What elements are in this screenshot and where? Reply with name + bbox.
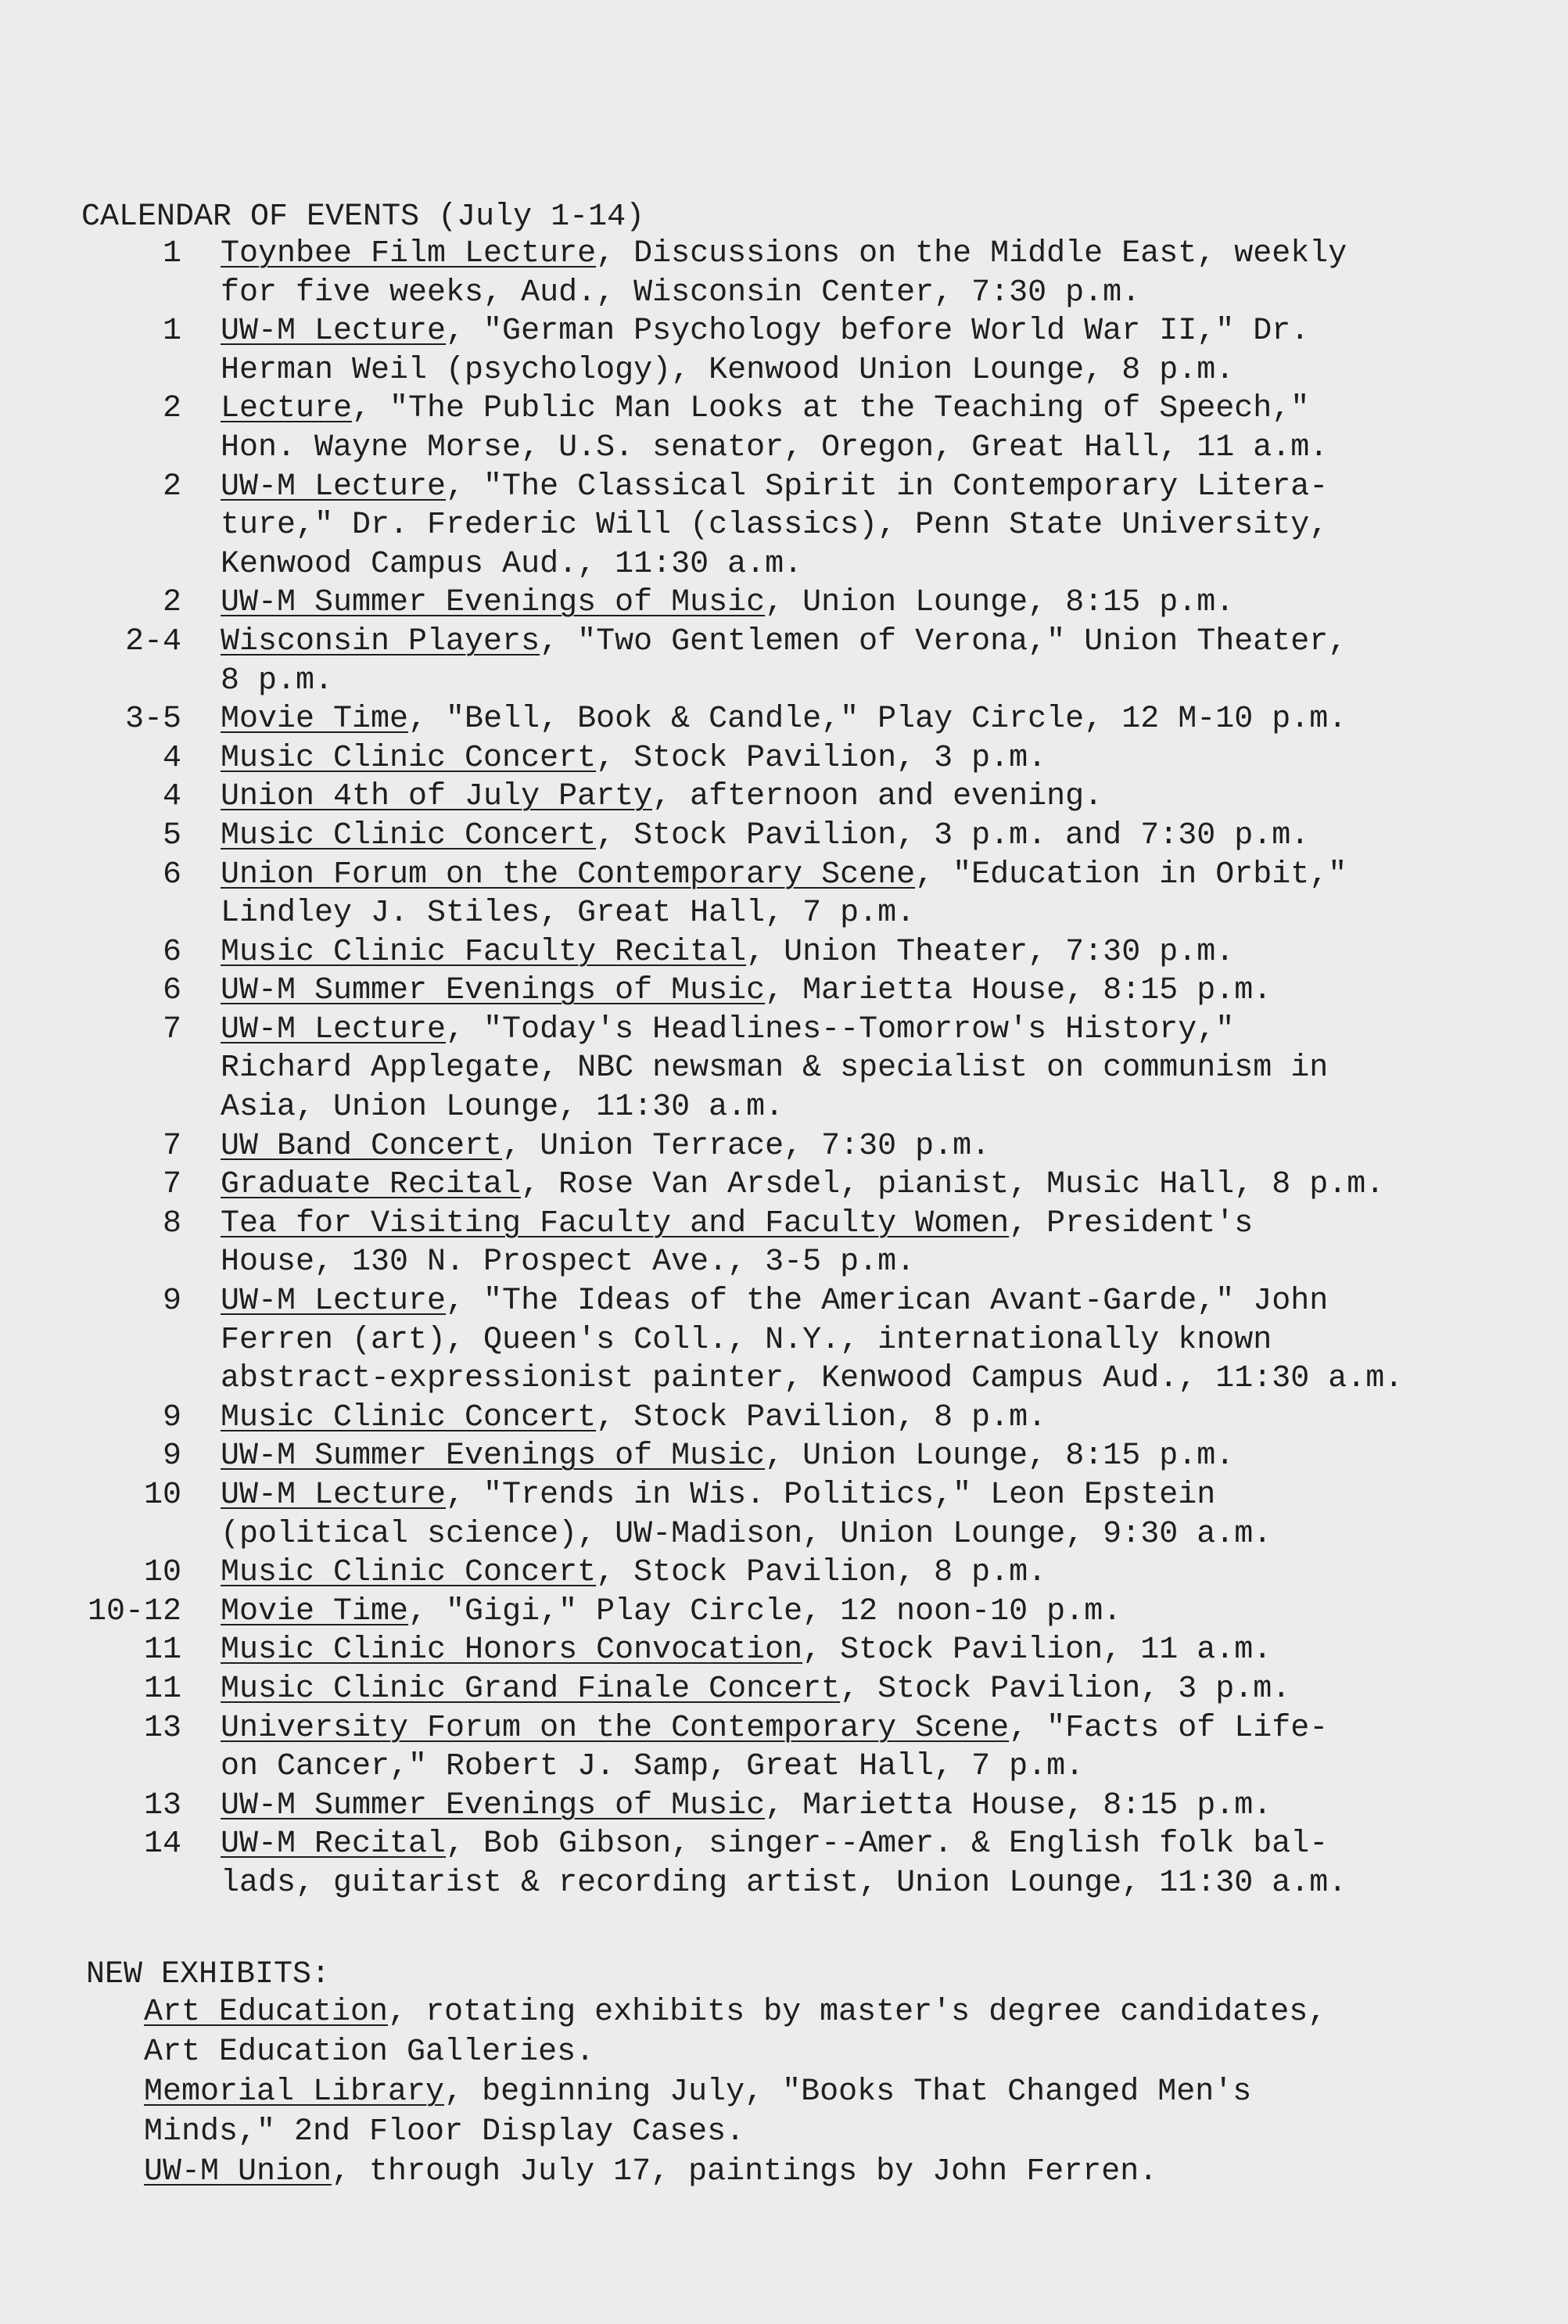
event-item [0,1670,1568,1709]
calendar-title: CALENDAR OF EVENTS (July 1-14) [81,199,645,235]
event-date: 2 [162,391,181,427]
event-detail: , Stock Pavilion, 3 p.m. [596,740,1047,776]
event-item [0,817,1568,856]
event-date: 13 [143,1710,181,1746]
event-title: Music Clinic Concert [221,817,597,853]
event-title: Music Clinic Grand Finale Concert [221,1671,841,1707]
event-detail: Lindley J. Stiles, Great Hall, 7 p.m. [221,896,916,932]
event-date: 11 [143,1633,181,1668]
event-description [221,468,1425,584]
event-title: Graduate Recital [221,1167,522,1203]
event-title: Toynbee Film Lecture [221,236,597,271]
event-description [221,817,1425,856]
event-description [221,1282,1425,1399]
event-detail: lads, guitarist & recording artist, Union Lounge, 11:30 a.m. [221,1865,1347,1901]
event-title: Wisconsin Players [221,623,540,659]
event-description [221,1166,1425,1205]
event-date: 4 [162,740,181,776]
event-detail: , "The Public Man Looks at the Teaching of Speech," [352,391,1310,427]
event-detail: , "Bell, Book & Candle," Play Circle, 12 M-10 p.m. [408,702,1347,738]
event-description [221,312,1425,390]
exhibits-title: NEW EXHIBITS: [86,1957,331,1992]
event-date: 4 [162,779,181,815]
exhibit-title: Memorial Library [144,2074,445,2110]
event-item [0,1437,1568,1476]
event-description [221,1476,1425,1554]
event-detail: Hon. Wayne Morse, U.S. senator, Oregon, Great Hall, 11 a.m. [221,429,1329,465]
event-item [0,1554,1568,1593]
event-description [221,235,1425,312]
event-detail: , Marietta House, 8:15 p.m. [765,973,1272,1009]
event-item [0,1476,1568,1554]
event-title: Music Clinic Concert [221,740,597,776]
exhibit-detail: Minds," 2nd Floor Display Cases. [144,2114,745,2150]
event-detail: , afternoon and evening. [652,779,1103,815]
event-detail: , "Today's Headlines--Tomorrow's History," [446,1011,1235,1047]
event-detail: , Union Terrace, 7:30 p.m. [502,1128,991,1164]
event-detail: , "Gigi," Play Circle, 12 noon-10 p.m. [408,1593,1122,1629]
event-date: 8 [162,1205,181,1241]
event-title: Union 4th of July Party [221,779,653,815]
event-detail: , Stock Pavilion, 11 a.m. [802,1633,1272,1668]
event-detail: , Union Lounge, 8:15 p.m. [765,1439,1235,1475]
event-description [221,700,1425,739]
event-detail: , "Education in Orbit," [915,857,1347,893]
event-item [0,739,1568,778]
event-title: UW-M Summer Evenings of Music [221,973,766,1009]
exhibit-item [144,2152,1520,2192]
event-item [0,1631,1568,1670]
event-title: UW-M Lecture [221,1284,447,1320]
event-item [0,1127,1568,1166]
event-detail: , "Trends in Wis. Politics," Leon Epstein [446,1478,1216,1513]
event-detail: 8 p.m. [221,663,334,699]
event-detail: for five weeks, Aud., Wisconsin Center, 7:30 p.m. [221,275,1141,311]
event-detail: , Stock Pavilion, 3 p.m. [840,1671,1291,1707]
event-date: 7 [162,1167,181,1203]
event-description [221,933,1425,972]
event-date: 7 [162,1011,181,1047]
event-date: 14 [143,1827,181,1862]
event-detail: abstract-expressionist painter, Kenwood Campus Aud., 11:30 a.m. [221,1361,1404,1397]
event-detail: , "The Classical Spirit in Contemporary Litera- [446,469,1329,505]
event-title: University Forum on the Contemporary Scene [221,1710,1010,1746]
exhibit-title: UW-M Union [144,2154,332,2189]
event-description [221,1127,1425,1166]
event-detail: , Discussions on the Middle East, weekly [596,236,1347,271]
exhibit-title: Art Education [144,1995,389,2030]
event-item [0,1787,1568,1826]
event-detail: , Union Theater, 7:30 p.m. [746,934,1235,970]
event-item [0,1709,1568,1787]
event-description [221,1399,1425,1438]
event-item [0,390,1568,467]
event-date: 2-4 [124,623,181,659]
event-detail: on Cancer," Robert J. Samp, Great Hall, 7 p.m. [221,1749,1085,1785]
event-title: UW-M Lecture [221,1011,447,1047]
event-item [0,1205,1568,1282]
exhibit-detail: , beginning July, "Books That Changed Men's [444,2074,1252,2110]
event-detail: Richard Applegate, NBC newsman & specialist on communism in [221,1051,1329,1087]
event-detail: Kenwood Campus Aud., 11:30 a.m. [221,546,803,582]
event-date: 9 [162,1439,181,1475]
event-description [221,1554,1425,1593]
event-title: Tea for Visiting Faculty and Faculty Women [221,1205,1010,1241]
event-detail: Ferren (art), Queen's Coll., N.Y., internationally known [221,1322,1272,1358]
event-title: UW-M Lecture [221,1478,447,1513]
event-item [0,623,1568,700]
event-detail: House, 130 N. Prospect Ave., 3-5 p.m. [221,1245,916,1281]
event-item [0,1399,1568,1438]
event-item [0,1593,1568,1632]
event-date: 6 [162,857,181,893]
event-title: Lecture [221,391,353,427]
event-description [221,1205,1425,1282]
exhibits-list [144,1992,1520,2192]
event-detail: , Rose Van Arsdel, pianist, Music Hall, 8 p.m. [521,1167,1385,1203]
event-description [221,1825,1425,1902]
event-date: 1 [162,236,181,271]
event-description [221,1593,1425,1632]
event-date: 1 [162,314,181,350]
event-item [0,1282,1568,1399]
event-detail: , Stock Pavilion, 8 p.m. [596,1555,1047,1591]
event-title: Music Clinic Honors Convocation [221,1633,803,1668]
event-description [221,1011,1425,1127]
event-detail: ture," Dr. Frederic Will (classics), Penn State University, [221,508,1329,544]
event-item [0,468,1568,584]
event-item [0,972,1568,1011]
event-detail: (political science), UW-Madison, Union Lounge, 9:30 a.m. [221,1516,1272,1552]
event-item [0,700,1568,739]
event-title: Movie Time [221,1593,409,1629]
event-item [0,1011,1568,1127]
event-detail: , "The Ideas of the American Avant-Garde," John [446,1284,1329,1320]
event-date: 13 [143,1787,181,1823]
event-description [221,623,1425,700]
event-detail: , "Facts of Life- [1009,1710,1329,1746]
event-date: 5 [162,817,181,853]
event-item [0,1825,1568,1902]
event-detail: Asia, Union Lounge, 11:30 a.m. [221,1090,784,1126]
event-detail: , "German Psychology before World War II," Dr. [446,314,1310,350]
exhibit-detail: , through July 17, paintings by John Ferren. [332,2154,1158,2189]
event-date: 9 [162,1399,181,1435]
event-detail: , Marietta House, 8:15 p.m. [765,1787,1272,1823]
event-item [0,235,1568,312]
event-date: 2 [162,469,181,505]
event-title: Music Clinic Concert [221,1399,597,1435]
event-detail: , Bob Gibson, singer--Amer. & English folk bal- [446,1827,1329,1862]
event-title: Music Clinic Faculty Recital [221,934,747,970]
event-title: UW-M Summer Evenings of Music [221,585,766,621]
event-date: 2 [162,585,181,621]
events-list [0,235,1568,1903]
event-detail: , "Two Gentlemen of Verona," Union Theater, [540,623,1347,659]
event-item [0,856,1568,933]
event-title: UW Band Concert [221,1128,503,1164]
event-date: 11 [143,1671,181,1707]
event-detail: Herman Weil (psychology), Kenwood Union Lounge, 8 p.m. [221,352,1235,388]
event-description [221,1787,1425,1826]
event-title: Union Forum on the Contemporary Scene [221,857,916,893]
event-date: 10 [143,1478,181,1513]
event-title: UW-M Recital [221,1827,447,1862]
exhibit-item [144,1992,1520,2072]
event-date: 6 [162,973,181,1009]
event-title: UW-M Lecture [221,469,447,505]
event-item [0,1166,1568,1205]
exhibit-detail: , rotating exhibits by master's degree candidates, [388,1995,1327,2030]
event-detail: , Stock Pavilion, 3 p.m. and 7:30 p.m. [596,817,1310,853]
event-item [0,584,1568,623]
event-detail: , Stock Pavilion, 8 p.m. [596,1399,1047,1435]
event-title: Movie Time [221,702,409,738]
event-title: Music Clinic Concert [221,1555,597,1591]
exhibit-detail: Art Education Galleries. [144,2035,595,2070]
event-description [221,584,1425,623]
event-description [221,1709,1425,1787]
event-description [221,739,1425,778]
event-date: 10-12 [87,1593,181,1629]
event-date: 10 [143,1555,181,1591]
exhibit-item [144,2072,1520,2152]
event-date: 7 [162,1128,181,1164]
event-title: UW-M Summer Evenings of Music [221,1787,766,1823]
event-item [0,312,1568,390]
event-title: UW-M Summer Evenings of Music [221,1439,766,1475]
event-description [221,778,1425,817]
event-description [221,1631,1425,1670]
event-detail: , President's [1009,1205,1254,1241]
event-title: UW-M Lecture [221,314,447,350]
event-description [221,1437,1425,1476]
event-detail: , Union Lounge, 8:15 p.m. [765,585,1235,621]
event-item [0,933,1568,972]
event-description [221,856,1425,933]
event-description [221,972,1425,1011]
event-date: 3-5 [124,702,181,738]
event-description [221,390,1425,467]
event-item [0,778,1568,817]
event-date: 9 [162,1284,181,1320]
event-description [221,1670,1425,1709]
event-date: 6 [162,934,181,970]
